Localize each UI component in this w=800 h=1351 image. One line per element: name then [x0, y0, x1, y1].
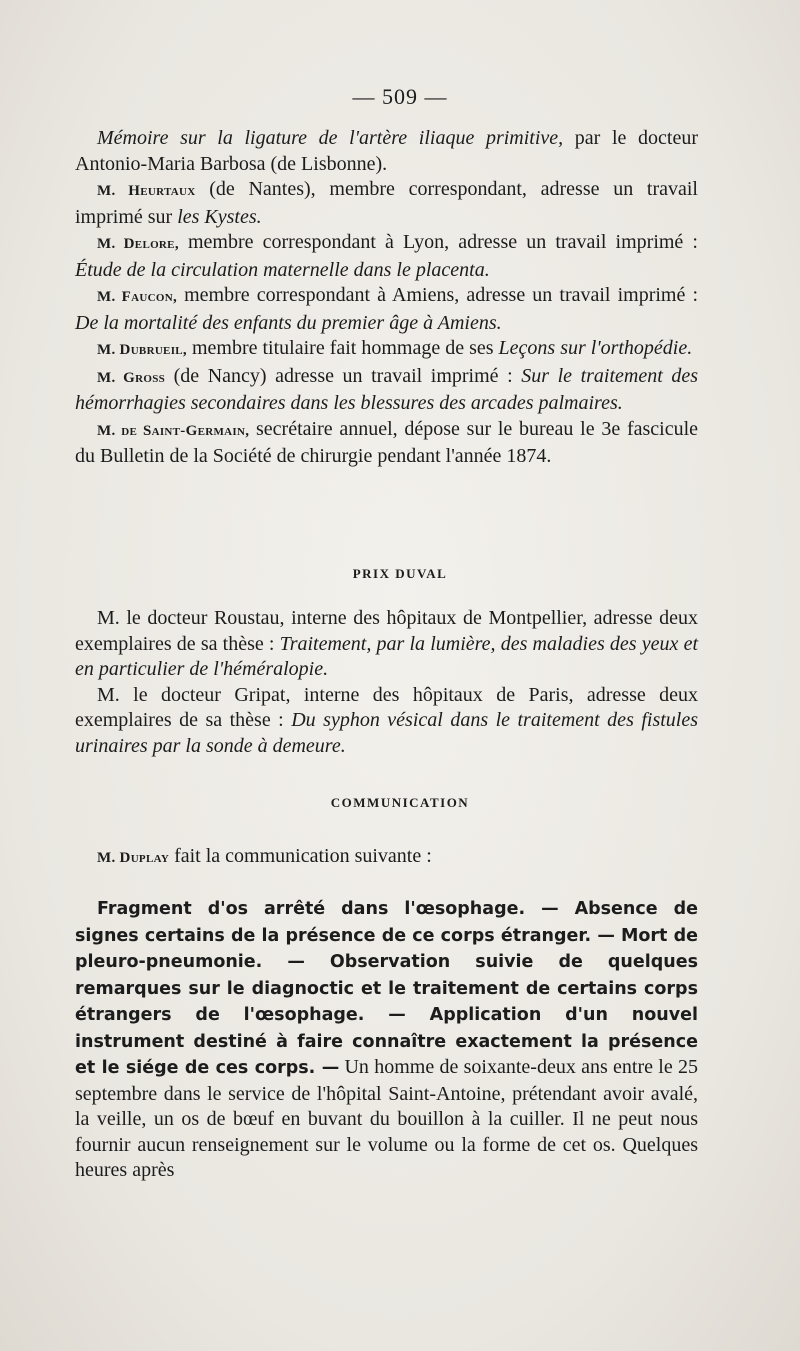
paragraph-text: fait la communication suivante : — [169, 845, 432, 867]
paragraph-text: par le docteur Antonio-Maria Barbosa (de Lisbonne). — [75, 127, 698, 175]
paragraph-text: M. le docteur Gripat, interne des hôpitaux de Paris, adresse deux exemplaires de sa thèse : — [75, 683, 698, 731]
paragraph-dubrueil — [75, 336, 698, 364]
paragraph-text: membre correspondant à Lyon, adresse un travail imprimé : — [178, 231, 698, 253]
title-italic: Sur le traitement des hémorrhagies secondaires dans les blessures des arcades palmaires. — [75, 364, 698, 414]
title-italic: Étude de la circulation maternelle dans le placenta. — [75, 258, 490, 281]
title-italic: Mémoire sur la ligature de l'artère iliaque primitive, — [97, 127, 564, 149]
paragraph-saint-germain — [75, 417, 698, 470]
author-name: M. Delore, — [97, 236, 179, 252]
paragraph-heurtaux — [75, 177, 698, 230]
communication-intro — [75, 844, 698, 872]
author-name: M. Heurtaux — [97, 183, 196, 199]
title-italic: Du syphon vésical dans le traitement des fistules urinaires par la sonde à demeure. — [75, 709, 699, 757]
prix-section — [75, 606, 698, 759]
paragraph-barbosa — [75, 126, 698, 177]
observation-title: Fragment d'os arrêté dans l'œsophage. — Absence de signes certains de la présence de ce corps étranger. — Mort de pleuro-pneumonie. — Observation suivie de quelques remarques sur le diagnoctic et le traitement de certains corps étrangers de l'œsophage. — Application d'un nouvel instrument destiné à faire connaître exactement la présence et le siége de ces corps. — — [75, 899, 698, 1078]
paragraph-observation — [75, 896, 698, 1184]
author-name: M. Faucon, — [97, 289, 178, 305]
paragraph-faucon — [75, 283, 698, 336]
paragraph-duplay — [75, 844, 698, 872]
paragraph-text: (de Nancy) adresse un travail imprimé : — [165, 364, 522, 387]
title-italic: les Kystes. — [177, 205, 262, 228]
correspondence-section — [75, 126, 698, 470]
paragraph-text: M. le docteur Roustau, interne des hôpitaux de Montpellier, adresse deux exemplaires de sa thèse : — [75, 607, 698, 655]
paragraph-text: membre correspondant à Amiens, adresse un travail imprimé : — [177, 284, 698, 306]
paragraph-text: secrétaire annuel, dépose sur le bureau le 3e fascicule du Bulletin de la Société de chirurgie pendant l'année 1874. — [75, 417, 699, 467]
author-name: M. Dubrueil, — [97, 342, 187, 358]
title-italic: De la mortalité des enfants du premier âge à Amiens. — [75, 311, 502, 334]
paragraph-delore — [75, 230, 698, 283]
paragraph-gross — [75, 364, 698, 417]
title-italic: Leçons sur l'orthopédie. — [498, 337, 693, 359]
paragraph-roustau — [75, 606, 698, 683]
author-name: M. Gross — [97, 369, 166, 386]
section-heading-prix-duval: PRIX DUVAL — [352, 566, 448, 581]
title-italic: Traitement, par la lumière, des maladies des yeux et en particulier de l'héméralopie. — [75, 632, 699, 680]
author-name: M. Duplay — [97, 850, 170, 866]
section-heading-communication: COMMUNICATION — [330, 795, 470, 810]
paragraph-text: Un homme de soixante-deux ans entre le 25 septembre dans le service de l'hôpital Saint-Antoine, prétendant avoir avalé, la veille, un os de bœuf en buvant du bouillon à la cuiller. Il ne peut nous fournir aucun renseignement sur le volume ou la forme de cet os. Quelques heures après — [75, 1056, 699, 1181]
paragraph-text: (de Nantes), membre correspondant, adresse un travail imprimé sur — [75, 178, 698, 228]
paragraph-text: membre titulaire fait hommage de ses — [186, 337, 499, 359]
page-number: — 509 — — [352, 84, 448, 109]
paragraph-gripat — [75, 683, 698, 760]
observation-section — [75, 896, 698, 1184]
author-name: M. de Saint-Germain, — [97, 422, 250, 439]
